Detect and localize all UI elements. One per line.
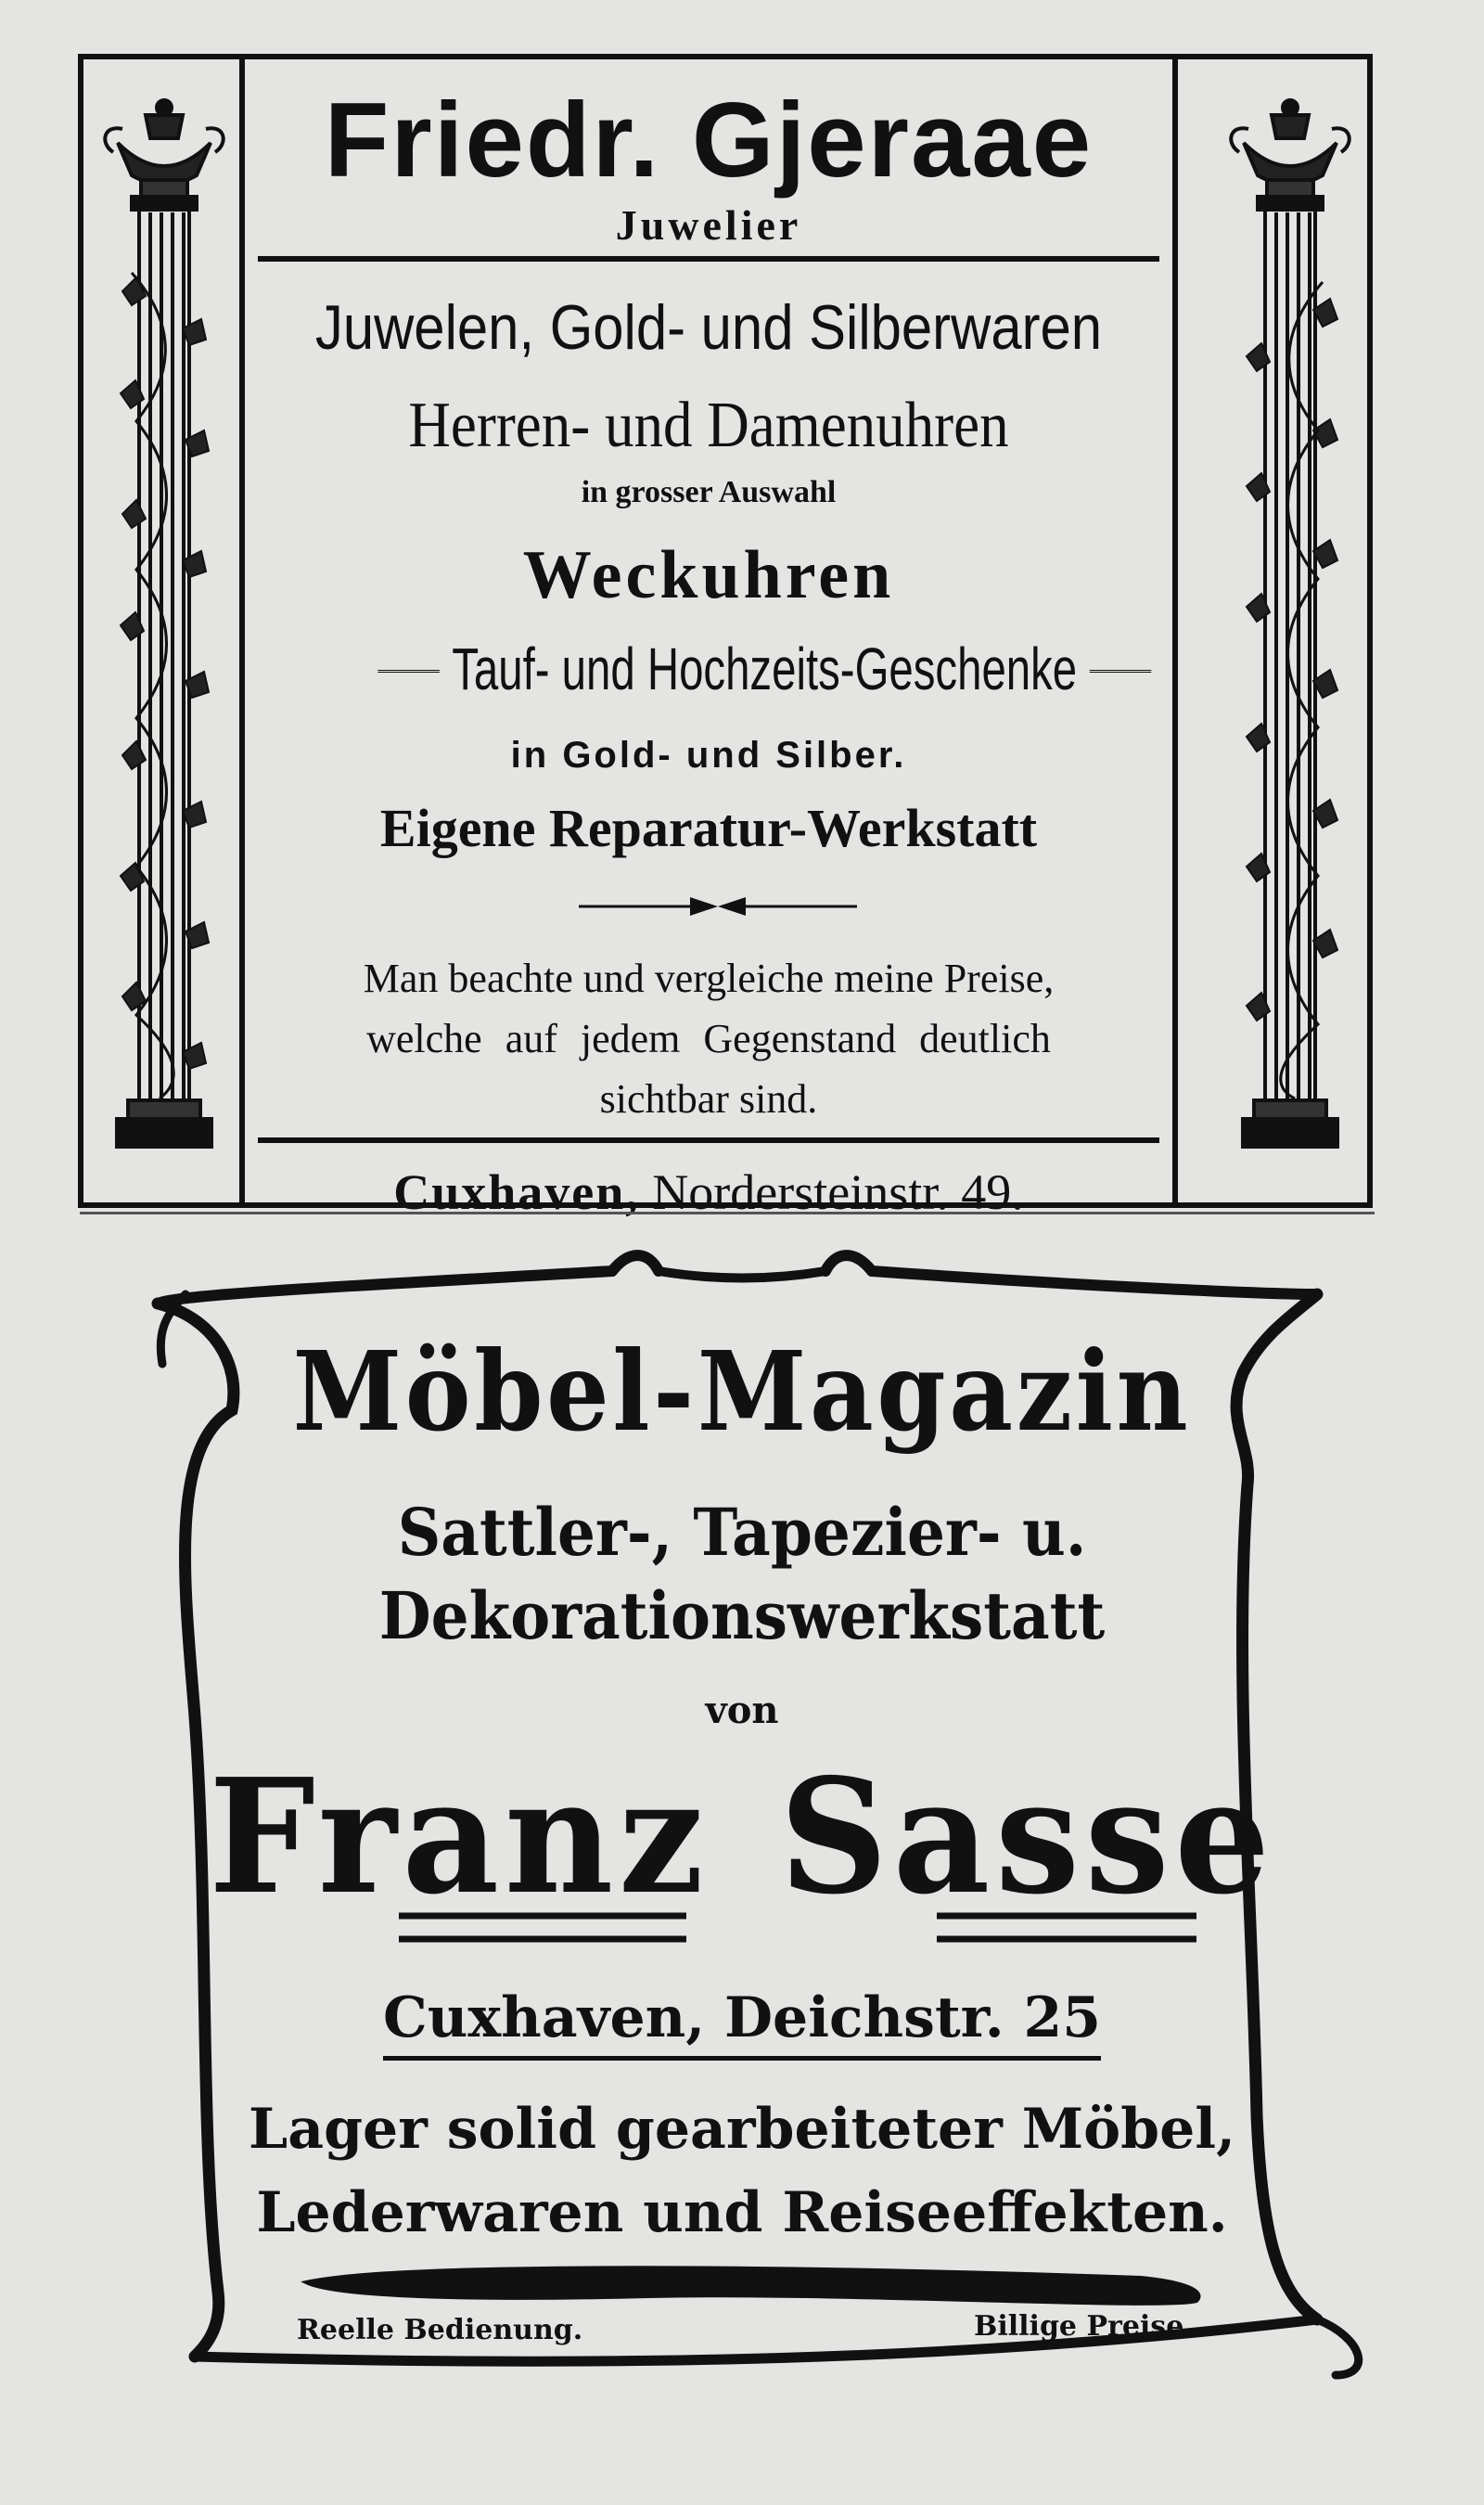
- product-line-gifts: Tauf- und Hochzeits-Geschenke: [365, 635, 1052, 703]
- jeweler-trade: Juwelier: [615, 201, 802, 249]
- owner-preposition: von: [705, 1689, 779, 1732]
- product-line-watches: Herren- und Damenuhren: [408, 390, 1009, 461]
- jeweler-address: Cuxhaven, Nordersteinstr. 49.: [393, 1164, 1024, 1220]
- product-line-alarm-clocks: Weckuhren: [522, 537, 895, 613]
- price-note-line-1: Man beachte und vergleiche meine Preise,: [363, 956, 1055, 1001]
- goods-line-2: Lederwaren und Reiseeffekten.: [256, 2180, 1228, 2245]
- jeweler-name: Friedr. Gjeraae: [324, 82, 1094, 199]
- workshop-type: Dekorationswerkstatt: [378, 1577, 1106, 1654]
- price-slogan: Billige Preise.: [974, 2310, 1194, 2343]
- workshop-trades: Sattler-, Tapezier- u.: [397, 1494, 1087, 1571]
- owner-last-name: Sasse: [779, 1744, 1275, 1930]
- furniture-address: Cuxhaven, Deichstr. 25: [0, 1985, 1484, 2050]
- price-note-line-2: welche auf jedem Gegenstand deutlich: [366, 1016, 1051, 1061]
- business-title: Möbel-Magazin: [292, 1327, 1192, 1456]
- selection-note: in grosser Auswahl: [581, 475, 837, 509]
- goods-line-1: Lager solid gearbeiteter Möbel,: [249, 2097, 1235, 2162]
- price-note-line-3: sichtbar sind.: [599, 1076, 818, 1122]
- product-line-jewelry: Juwelen, Gold- und Silberwaren: [314, 292, 1103, 363]
- service-slogan: Reelle Bedienung.: [297, 2314, 583, 2346]
- repair-workshop: Eigene Reparatur-Werkstatt: [379, 798, 1038, 858]
- materials-note: in Gold- und Silber.: [510, 735, 907, 776]
- owner-first-name: Franz: [209, 1744, 710, 1930]
